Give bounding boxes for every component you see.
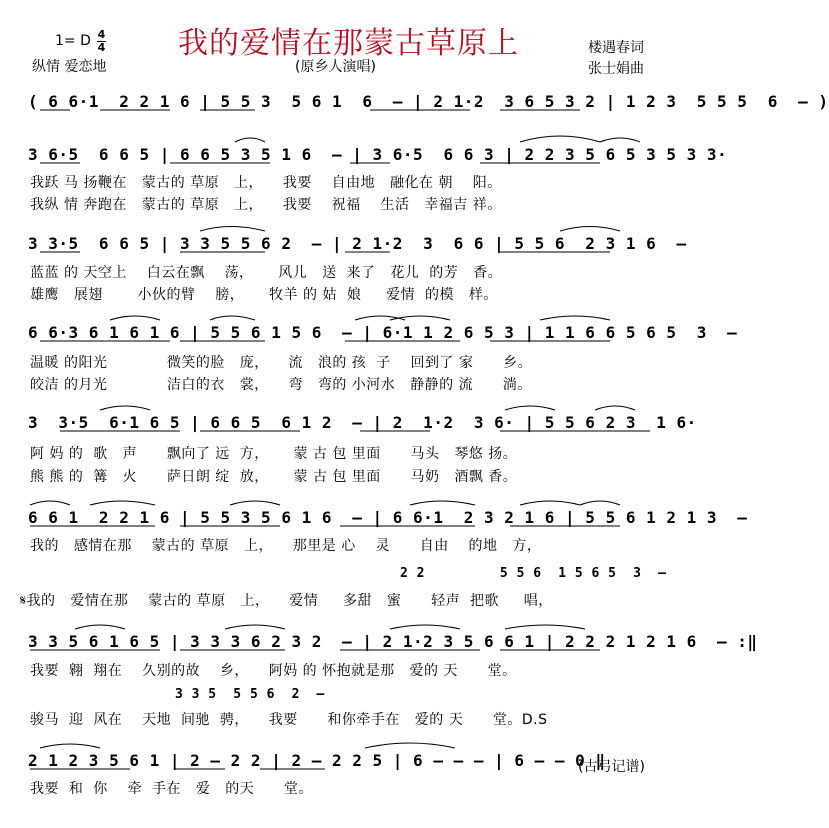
line-6-notes: 3 3 5 6 1 6 5 | 3 3 3 6 2 3 2 – | 2 1·2 3 5 6 6 1 | 2 2 2 1 2 1 6 – :‖ [28, 632, 758, 651]
alt-a-notes: 2 2 5 5 6 1 5 6 5 3 – [400, 566, 667, 581]
line-5-notes: 6 6 1 2 2 1 6 | 5 5 3 5 6 1 6 – | 6 6·1 2 3 2 1 6 | 5 5 6 1 2 1 3 – [28, 508, 748, 527]
line-3-lyric-2: 皎洁 的月光 洁白的衣 裳， 弯 弯的 小河水 静静的 流 淌。 [30, 377, 532, 393]
line-4-lyric-1: 阿 妈 的 歌 声 飘向了 远 方， 蒙 古 包 里面 马头 琴悠 扬。 [30, 446, 518, 462]
line-3-lyric-1: 温暖 的阳光 微笑的脸 庞， 流 浪的 孩 子 回到了 家 乡。 [30, 355, 533, 371]
tempo-marking: 纵情 爱恋地 [32, 59, 107, 75]
line-7-notes: 2 1 2 3 5 6 1 | 2 – 2 2 | 2 – 2 2 5 | 6 – – – | 6 – – 0 ‖ [28, 751, 606, 770]
time-signature-top: 4 [97, 28, 106, 41]
line-4-notes: 3 3·5 6·1 6 5 | 6 6 5 6 1 2 – | 2 1·2 3 6· | 5 5 6 2 3 1 6· [28, 413, 697, 432]
line-5-lyric-1: 我的 感情在那 蒙古的 草原 上， 那里是 心 灵 自由 的地 方， [30, 538, 542, 554]
intro-notes: ( 6 6·1 2 2 1 6 | 5 5 3 5 6 1 6 – | 2 1·2 3 6 5 3 2 | 1 2 3 5 5 5 6 – ) [28, 92, 829, 111]
song-title: 我的爱情在那蒙古草原上 [178, 26, 519, 61]
line-1-lyric-2: 我纵 情 奔跑在 蒙古的 草原 上， 我要 祝福 生活 幸福吉 祥。 [30, 197, 502, 213]
lyricist-credit: 楼遇春词 [588, 40, 644, 56]
time-signature-bottom: 4 [97, 41, 106, 54]
line-6-lyric-1: 我要 翱 翔在 久别的故 乡， 阿妈 的 怀抱就是那 爱的 天 堂。 [30, 663, 517, 679]
line-1-notes: 3 6·5 6 6 5 | 6 6 5 3 5 1 6 – | 3 6·5 6 6 3 | 2 2 3 5 6 5 3 5 3 3· [28, 145, 728, 164]
line-2-lyric-1: 蓝蓝 的 天空上 白云在飘 荡， 风儿 送 来了 花儿 的芳 香。 [30, 265, 503, 281]
line-4-lyric-2: 熊 熊 的 篝 火 萨日朗 绽 放， 蒙 古 包 里面 马奶 酒飘 香。 [30, 469, 518, 485]
line-1-lyric-1: 我跃 马 扬鞭在 蒙古的 草原 上， 我要 自由地 融化在 朝 阳。 [30, 175, 502, 191]
key-signature: 1= D [55, 33, 91, 49]
line-6-lyric-2: 骏马 迎 风在 天地 间驰 骋， 我要 和你牵手在 爱的 天 堂。D.S [30, 712, 548, 728]
line-2-notes: 3 3·5 6 6 5 | 3 3 5 5 6 2 – | 2 1·2 3 6 6 | 5 5 6 2 3 1 6 – [28, 234, 687, 253]
alt-b-notes: 3 3 5 5 5 6 2 – [175, 687, 325, 702]
line-7-lyric-1: 我要 和 你 牵 手在 爱 的天 堂。 [30, 781, 313, 797]
composer-credit: 张士娟曲 [588, 61, 644, 77]
transcriber-credit: (古弓记谱) [578, 759, 645, 775]
performer-subtitle: (原乡人演唱) [295, 59, 376, 75]
line-3-notes: 6 6·3 6 1 6 1 6 | 5 5 6 1 5 6 – | 6·1 1 2 6 5 3 | 1 1 6 6 5 6 5 3 – [28, 323, 738, 342]
line-2-lyric-2: 雄鹰 展翅 小伙的臂 膀， 牧羊 的 姑 娘 爱情 的模 样。 [30, 287, 498, 303]
line-5-lyric-2: 𝄋我的 爱情在那 蒙古的 草原 上， 爱情 多甜 蜜 轻声 把歌 唱， [20, 593, 553, 609]
